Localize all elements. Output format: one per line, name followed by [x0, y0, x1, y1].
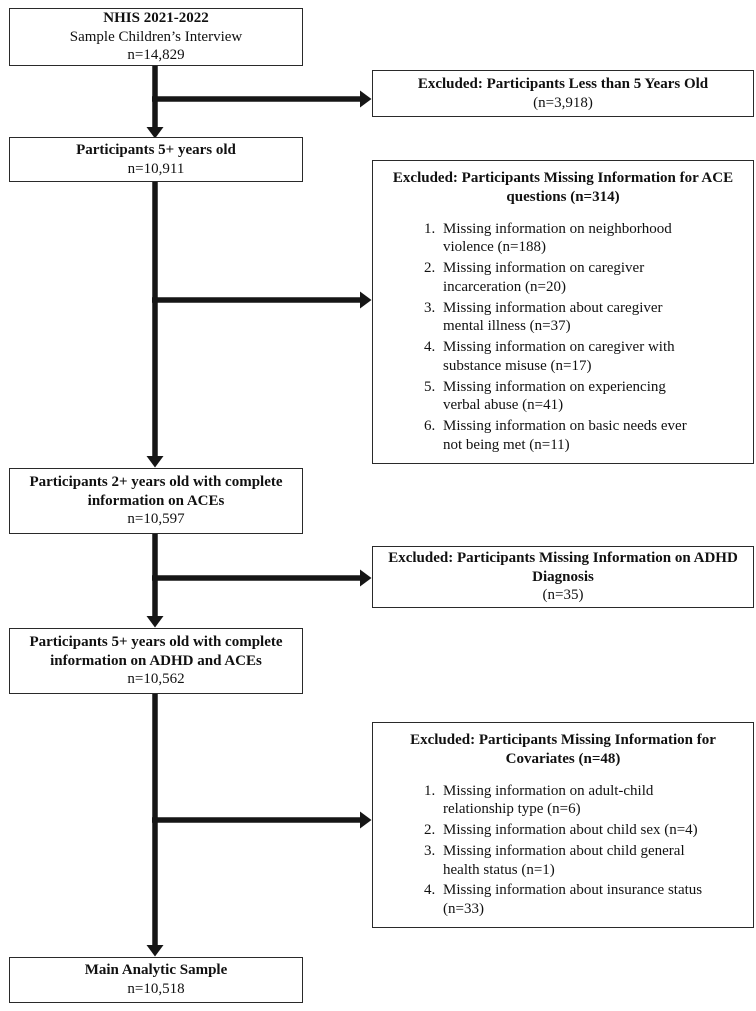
arrow-right-4 [152, 812, 372, 829]
excluded-count: (n=3,918) [533, 94, 593, 111]
excluded-title: Excluded: Participants Missing Information for ACE questions (n=314) [392, 170, 734, 205]
excluded-reason-item: 3. Missing information about child general health status (n=1) [439, 842, 705, 880]
excluded-title: Excluded: Participants Less than 5 Years Old [417, 75, 709, 92]
arrow-right-1 [152, 91, 372, 108]
excluded-reason-item: 4. Missing information about insurance status (n=33) [439, 881, 705, 919]
arrow-down-2 [147, 181, 164, 468]
excluded-title: Excluded: Participants Missing Information on ADHD Diagnosis [388, 549, 738, 585]
excluded-reason-item: 2. Missing information on caregiver incarceration (n=20) [439, 259, 705, 297]
excluded-box-covariates-missing [372, 722, 754, 928]
arrow-down-4 [147, 693, 164, 957]
box-title: Participants 5+ years old [76, 141, 236, 158]
box-title: Participants 2+ years old with complete information on ACEs [29, 473, 283, 509]
excluded-reason-item: 2. Missing information about child sex (n=4) [439, 821, 705, 840]
excluded-reason-item: 3. Missing information about caregiver mental illness (n=37) [439, 299, 705, 337]
excluded-reasons-list [381, 220, 745, 455]
arrow-right-3 [152, 570, 372, 587]
box-title: Main Analytic Sample [84, 962, 228, 979]
excluded-box-under-5 [372, 70, 754, 117]
box-count: n=14,829 [127, 47, 185, 64]
arrow-right-2 [152, 292, 372, 309]
main-box-age-5plus [9, 137, 303, 182]
excluded-count: (n=35) [542, 587, 584, 604]
box-count: n=10,562 [127, 671, 185, 688]
excluded-title: Excluded: Participants Missing Information for Covariates (n=48) [410, 732, 716, 767]
main-box-complete-aces [9, 468, 303, 534]
main-box-nhis-sample [9, 8, 303, 66]
main-box-analytic-sample [9, 957, 303, 1003]
box-count: n=10,597 [127, 511, 185, 528]
box-count: n=10,911 [127, 160, 185, 177]
box-count: n=10,518 [127, 981, 185, 997]
excluded-reasons-list [381, 782, 745, 919]
excluded-reason-item: 5. Missing information on experiencing verbal abuse (n=41) [439, 378, 705, 416]
box-subtitle: Sample Children’s Interview [69, 28, 243, 45]
main-box-complete-adhd-aces [9, 628, 303, 694]
box-title: NHIS 2021-2022 [103, 9, 209, 26]
excluded-reason-item: 1. Missing information on adult-child relationship type (n=6) [439, 782, 705, 820]
excluded-box-ace-missing [372, 160, 754, 464]
box-title: Participants 5+ years old with complete information on ADHD and ACEs [29, 633, 283, 669]
excluded-reason-item: 1. Missing information on neighborhood violence (n=188) [439, 220, 705, 258]
excluded-reason-item: 6. Missing information on basic needs ever not being met (n=11) [439, 417, 705, 455]
excluded-reason-item: 4. Missing information on caregiver with substance misuse (n=17) [439, 338, 705, 376]
excluded-box-adhd-missing [372, 546, 754, 608]
